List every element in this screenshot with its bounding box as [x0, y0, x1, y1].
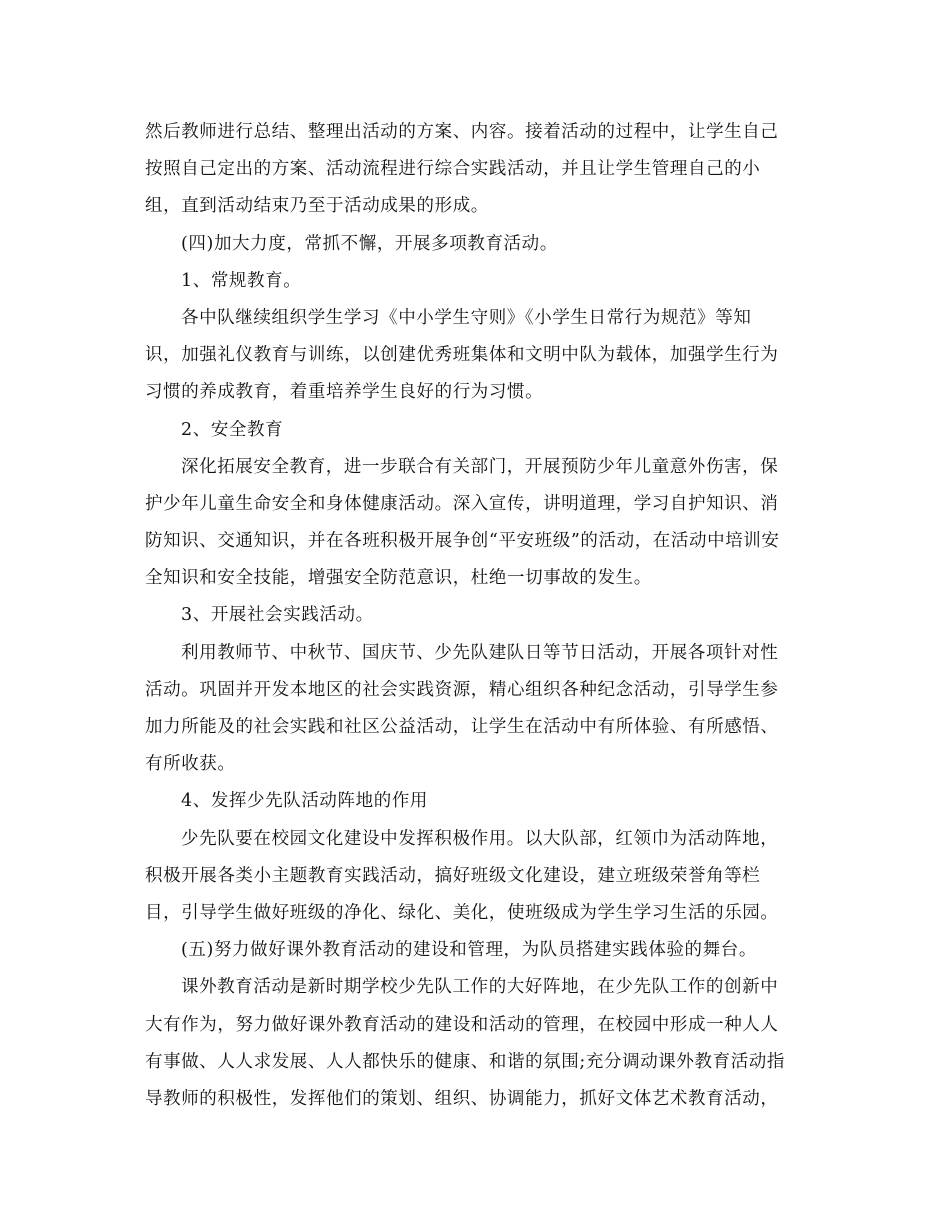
- text-line: 防知识、交通知识，并在各班积极开展争创“平安班级”的活动，在活动中培训安: [145, 531, 780, 552]
- text-line: 习惯的养成教育，着重培养学生良好的行为习惯。: [145, 382, 544, 403]
- text-line: 少先队要在校园文化建设中发挥积极作用。以大队部，红领巾为活动阵地，: [181, 828, 779, 849]
- text-line: 按照自己定出的方案、活动流程进行综合实践活动，并且让学生管理自己的小: [145, 159, 761, 180]
- text-line: 大有作为，努力做好课外教育活动的建设和活动的管理，在校园中形成一种人人: [145, 1014, 779, 1035]
- text-line: 护少年儿童生命安全和身体健康活动。深入宣传，讲明道理，学习自护知识、消: [145, 493, 779, 514]
- document-body: [145, 114, 810, 1118]
- text-line: 加力所能及的社会实践和社区公益活动，让学生在活动中有所体验、有所感悟、: [145, 717, 779, 737]
- text-line: 导教师的积极性，发挥他们的策划、组织、协调能力，抓好文体艺术教育活动，: [145, 1088, 779, 1109]
- text-line: 目，引导学生做好班级的净化、绿化、美化，使班级成为学生学习生活的乐园。: [145, 902, 779, 923]
- text-line: 深化拓展安全教育，进一步联合有关部门，开展预防少年儿童意外伤害，保: [181, 456, 779, 477]
- text-line: 课外教育活动是新时期学校少先队工作的大好阵地，在少先队工作的创新中: [181, 977, 779, 998]
- text-line: 利用教师节、中秋节、国庆节、少先队建队日等节日活动，开展各项针对性: [181, 642, 779, 663]
- text-line: 有所收获。: [145, 754, 236, 775]
- text-line: 有事做、人人求发展、人人都快乐的健康、和谐的氛围;充分调动课外教育活动指: [145, 1051, 785, 1072]
- text-line: 1、常规教育。: [181, 270, 302, 291]
- text-line: 组，直到活动结束乃至于活动成果的形成。: [145, 196, 489, 217]
- text-line: 全知识和安全技能，增强安全防范意识，杜绝一切事故的发生。: [145, 568, 652, 589]
- text-line: 积极开展各类小主题教育实践活动，搞好班级文化建设，建立班级荣誉角等栏: [145, 865, 761, 886]
- text-line: 2、安全教育: [181, 419, 284, 440]
- text-line: 4、发挥少先队活动阵地的作用: [181, 791, 429, 812]
- text-line: 3、开展社会实践活动。: [181, 605, 374, 626]
- text-line: 活动。巩固并开发本地区的社会实践资源，精心组织各种纪念活动，引导学生参: [145, 679, 779, 700]
- text-line: (四)加大力度，常抓不懈，开展多项教育活动。: [181, 233, 558, 254]
- text-line: 然后教师进行总结、整理出活动的方案、内容。接着活动的过程中，让学生自己: [145, 122, 779, 142]
- text-line: (五)努力做好课外教育活动的建设和管理，为队员搭建实践体验的舞台。: [181, 940, 757, 961]
- text-line: 各中队继续组织学生学习《中小学生守则》《小学生日常行为规范》等知: [181, 307, 752, 328]
- text-line: 识，加强礼仪教育与训练，以创建优秀班集体和文明中队为载体，加强学生行为: [145, 345, 779, 366]
